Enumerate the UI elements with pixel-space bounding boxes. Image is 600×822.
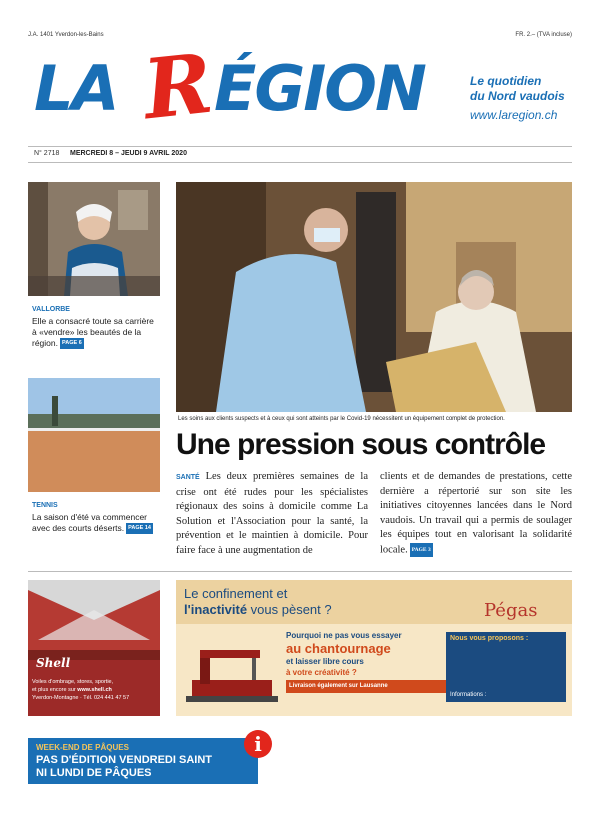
ad-pitch bbox=[286, 630, 446, 693]
pegas-logo: Pégas bbox=[484, 600, 538, 621]
shell-text bbox=[32, 678, 156, 702]
notice-kicker: WEEK-END DE PÂQUES bbox=[36, 743, 129, 752]
logo-la: LA bbox=[34, 52, 118, 125]
info-icon: i bbox=[244, 730, 272, 758]
lead-kicker: SANTÉ bbox=[176, 474, 200, 481]
lead-headline[interactable]: Une pression sous contrôle bbox=[176, 428, 546, 461]
issue-number: N° 2718 bbox=[34, 150, 60, 157]
shell-site[interactable]: www.shell.ch bbox=[77, 687, 112, 693]
teaser-text bbox=[32, 316, 156, 349]
price-line: FR. 2.– (TVA incluse) bbox=[515, 32, 572, 38]
lead-photo[interactable] bbox=[176, 182, 572, 412]
address-line: J.A. 1401 Yverdon-les-Bains bbox=[28, 32, 104, 38]
divider bbox=[28, 146, 572, 147]
tagline-line-1: Le quotidien bbox=[470, 74, 542, 88]
divider bbox=[28, 571, 572, 572]
notice-line1: PAS D'ÉDITION VENDREDI SAINT bbox=[36, 754, 212, 766]
awning-illustration bbox=[28, 580, 160, 660]
shell-line2: et plus encore sur www.shell.ch bbox=[32, 687, 112, 693]
ad-sub3: et laisser libre cours bbox=[286, 657, 364, 666]
nurse-and-patient-illustration bbox=[176, 182, 572, 412]
lead-column-2 bbox=[380, 470, 572, 558]
ad-offer: Livraison également sur Lausanne bbox=[286, 680, 446, 693]
lead-column-1 bbox=[176, 470, 368, 558]
lead-body-1: Les deux premières semaines de la crise ont été rudes pour les spécialistes régionaux des soins à domicile comme La Solution et l'Association pour la santé, la prévention et le maintien à domicile. Pour faire face à une augmentation de bbox=[176, 471, 368, 556]
ad-sub4: à votre créativité ? bbox=[286, 668, 357, 677]
teaser-text bbox=[32, 512, 156, 534]
tennis-court-illustration bbox=[28, 378, 160, 492]
ad-program-title: Nous vous proposons : bbox=[450, 635, 529, 642]
scroll-saw-illustration bbox=[182, 630, 282, 710]
holiday-notice[interactable] bbox=[28, 738, 258, 784]
logo-r: R bbox=[139, 35, 217, 139]
portrait-illustration bbox=[28, 182, 160, 296]
ad-shell[interactable] bbox=[28, 580, 160, 716]
tagline-line-2: du Nord vaudois bbox=[470, 89, 565, 103]
teaser-body: Elle a consacré toute sa carrière à «vendre» les beautés de la région. bbox=[32, 316, 154, 348]
ad-pegas[interactable] bbox=[176, 580, 572, 716]
page-tag[interactable]: PAGE 14 bbox=[126, 523, 153, 534]
shell-city: Yverdon-Montagne · Tél. 024 441 47 57 bbox=[32, 695, 130, 701]
ad-sub1: Pourquoi ne pas vous essayer bbox=[286, 631, 402, 640]
ad-headline-2: l'inactivité vous pèsent ? bbox=[184, 602, 332, 617]
photo-caption: Les soins aux clients suspects et à ceux qui sont atteints par le Covid-19 nécessitent un équipement complet de protection. bbox=[178, 416, 505, 422]
notice-line2: NI LUNDI DE PÂQUES bbox=[36, 767, 152, 779]
notice-text bbox=[36, 754, 212, 780]
teaser-photo-vallorbe[interactable] bbox=[28, 182, 160, 296]
teaser-kicker: VALLORBE bbox=[32, 306, 70, 313]
shell-logo: Shell bbox=[36, 656, 71, 670]
ad-sub2: au chantournage bbox=[286, 641, 391, 656]
page-tag[interactable]: PAGE 3 bbox=[410, 543, 433, 558]
divider bbox=[28, 162, 572, 163]
shell-line1: Voiles d'ombrage, stores, sportie, bbox=[32, 679, 114, 685]
tagline bbox=[470, 74, 565, 104]
ad-info: Informations : bbox=[450, 692, 487, 698]
teaser-photo-tennis[interactable] bbox=[28, 378, 160, 492]
teaser-body: La saison d'été va commencer avec des courts déserts. bbox=[32, 512, 148, 533]
edition-date: MERCREDI 8 – JEUDI 9 AVRIL 2020 bbox=[70, 150, 187, 157]
lead-body-2: clients et de demandes de prestations, cette dernière a répertorié sur son site les initiatives citoyennes lancées dans le Nord vaudois. Un travail qui a permis de soulager les équipes tout en valorisant la solidarité locale. bbox=[380, 471, 572, 556]
website-link[interactable]: www.laregion.ch bbox=[470, 108, 558, 122]
teaser-tennis[interactable] bbox=[32, 502, 156, 534]
shell-tel: Tél. 024 441 47 57 bbox=[83, 695, 130, 701]
teaser-kicker: TENNIS bbox=[32, 502, 58, 509]
ad-headline bbox=[184, 586, 332, 618]
logo-egion: ÉGION bbox=[214, 52, 425, 125]
teaser-vallorbe[interactable] bbox=[32, 306, 156, 349]
ad-program-box bbox=[446, 632, 566, 702]
ad-headline-1: Le confinement et bbox=[184, 586, 288, 601]
page-tag[interactable]: PAGE 6 bbox=[60, 338, 84, 349]
